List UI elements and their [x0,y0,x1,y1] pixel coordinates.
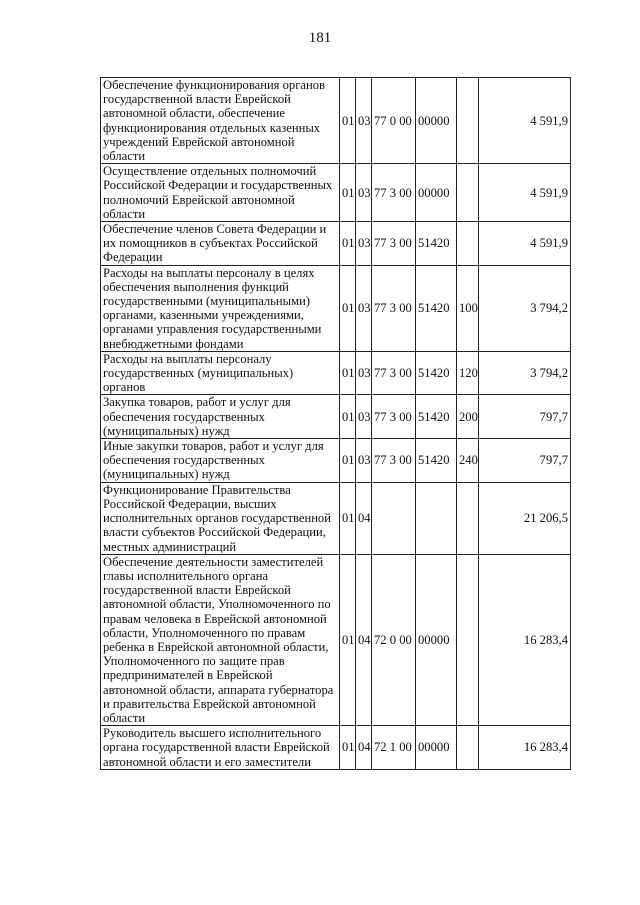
expense-type-code [457,482,479,554]
expense-type-code: 240 [457,439,479,483]
direction-code: 51420 [416,395,457,439]
subsection-code: 03 [356,164,372,222]
page-number: 181 [308,30,332,46]
amount: 4 591,9 [479,222,571,266]
section-code: 01 [340,395,356,439]
expense-type-code [457,222,479,266]
amount: 3 794,2 [479,351,571,395]
row-description: Расходы на выплаты персоналу в целях обеспечения выполнения функций государственными (муниципальными) органами, казенными учреждениями, органами управления государственными внебюджетными фондами [101,265,340,351]
program-code: 77 3 00 [372,265,416,351]
table-row [101,439,571,483]
direction-code [416,482,457,554]
program-code: 77 3 00 [372,395,416,439]
amount: 16 283,4 [479,554,571,725]
row-description: Обеспечение деятельности заместителей главы исполнительного органа государственной власти Еврейской автономной области, Уполномоченного по правам человека в Еврейской автономной области, Уполномоченного по правам ребенка в Еврейской автономной области, Уполномоченного по защите прав предпринимателей в Еврейской автономной области, аппарата губернатора и правительства Еврейской автономной области [101,554,340,725]
table-row [101,222,571,266]
table-row [101,351,571,395]
row-description: Закупка товаров, работ и услуг для обеспечения государственных (муниципальных) нужд [101,395,340,439]
program-code: 77 3 00 [372,222,416,266]
expense-type-code: 200 [457,395,479,439]
row-description: Обеспечение функционирования органов государственной власти Еврейской автономной области, обеспечение функционирования отдельных казенных учреждений Еврейской автономной области [101,78,340,164]
section-code: 01 [340,351,356,395]
program-code: 72 0 00 [372,554,416,725]
subsection-code: 04 [356,482,372,554]
direction-code: 00000 [416,554,457,725]
subsection-code: 04 [356,554,372,725]
amount: 4 591,9 [479,78,571,164]
subsection-code: 03 [356,395,372,439]
section-code: 01 [340,78,356,164]
table-row [101,482,571,554]
section-code: 01 [340,164,356,222]
direction-code: 51420 [416,265,457,351]
program-code: 72 1 00 [372,726,416,770]
table-row [101,164,571,222]
subsection-code: 04 [356,726,372,770]
row-description: Иные закупки товаров, работ и услуг для обеспечения государственных (муниципальных) нужд [101,439,340,483]
amount: 21 206,5 [479,482,571,554]
table-row [101,726,571,770]
amount: 3 794,2 [479,265,571,351]
direction-code: 00000 [416,78,457,164]
amount: 4 591,9 [479,164,571,222]
expense-type-code [457,164,479,222]
subsection-code: 03 [356,439,372,483]
section-code: 01 [340,222,356,266]
expense-type-code [457,78,479,164]
subsection-code: 03 [356,222,372,266]
row-description: Руководитель высшего исполнительного органа государственной власти Еврейской автономной области и его заместители [101,726,340,770]
amount: 797,7 [479,395,571,439]
program-code [372,482,416,554]
section-code: 01 [340,439,356,483]
expense-type-code [457,726,479,770]
section-code: 01 [340,265,356,351]
row-description: Расходы на выплаты персоналу государственных (муниципальных) органов [101,351,340,395]
amount: 16 283,4 [479,726,571,770]
table-row [101,265,571,351]
expense-type-code: 100 [457,265,479,351]
expense-type-code [457,554,479,725]
section-code: 01 [340,482,356,554]
direction-code: 51420 [416,439,457,483]
direction-code: 00000 [416,164,457,222]
row-description: Функционирование Правительства Российской Федерации, высших исполнительных органов государственной власти субъектов Российской Федерации, местных администраций [101,482,340,554]
expense-type-code: 120 [457,351,479,395]
subsection-code: 03 [356,265,372,351]
table-row [101,395,571,439]
program-code: 77 3 00 [372,351,416,395]
direction-code: 00000 [416,726,457,770]
program-code: 77 0 00 [372,78,416,164]
direction-code: 51420 [416,351,457,395]
subsection-code: 03 [356,78,372,164]
program-code: 77 3 00 [372,164,416,222]
section-code: 01 [340,554,356,725]
table-row [101,78,571,164]
section-code: 01 [340,726,356,770]
subsection-code: 03 [356,351,372,395]
program-code: 77 3 00 [372,439,416,483]
row-description: Обеспечение членов Совета Федерации и их помощников в субъектах Российской Федерации [101,222,340,266]
row-description: Осуществление отдельных полномочий Российской Федерации и государственных полномочий Еврейской автономной области [101,164,340,222]
direction-code: 51420 [416,222,457,266]
budget-table [100,77,571,770]
amount: 797,7 [479,439,571,483]
table-row [101,554,571,725]
